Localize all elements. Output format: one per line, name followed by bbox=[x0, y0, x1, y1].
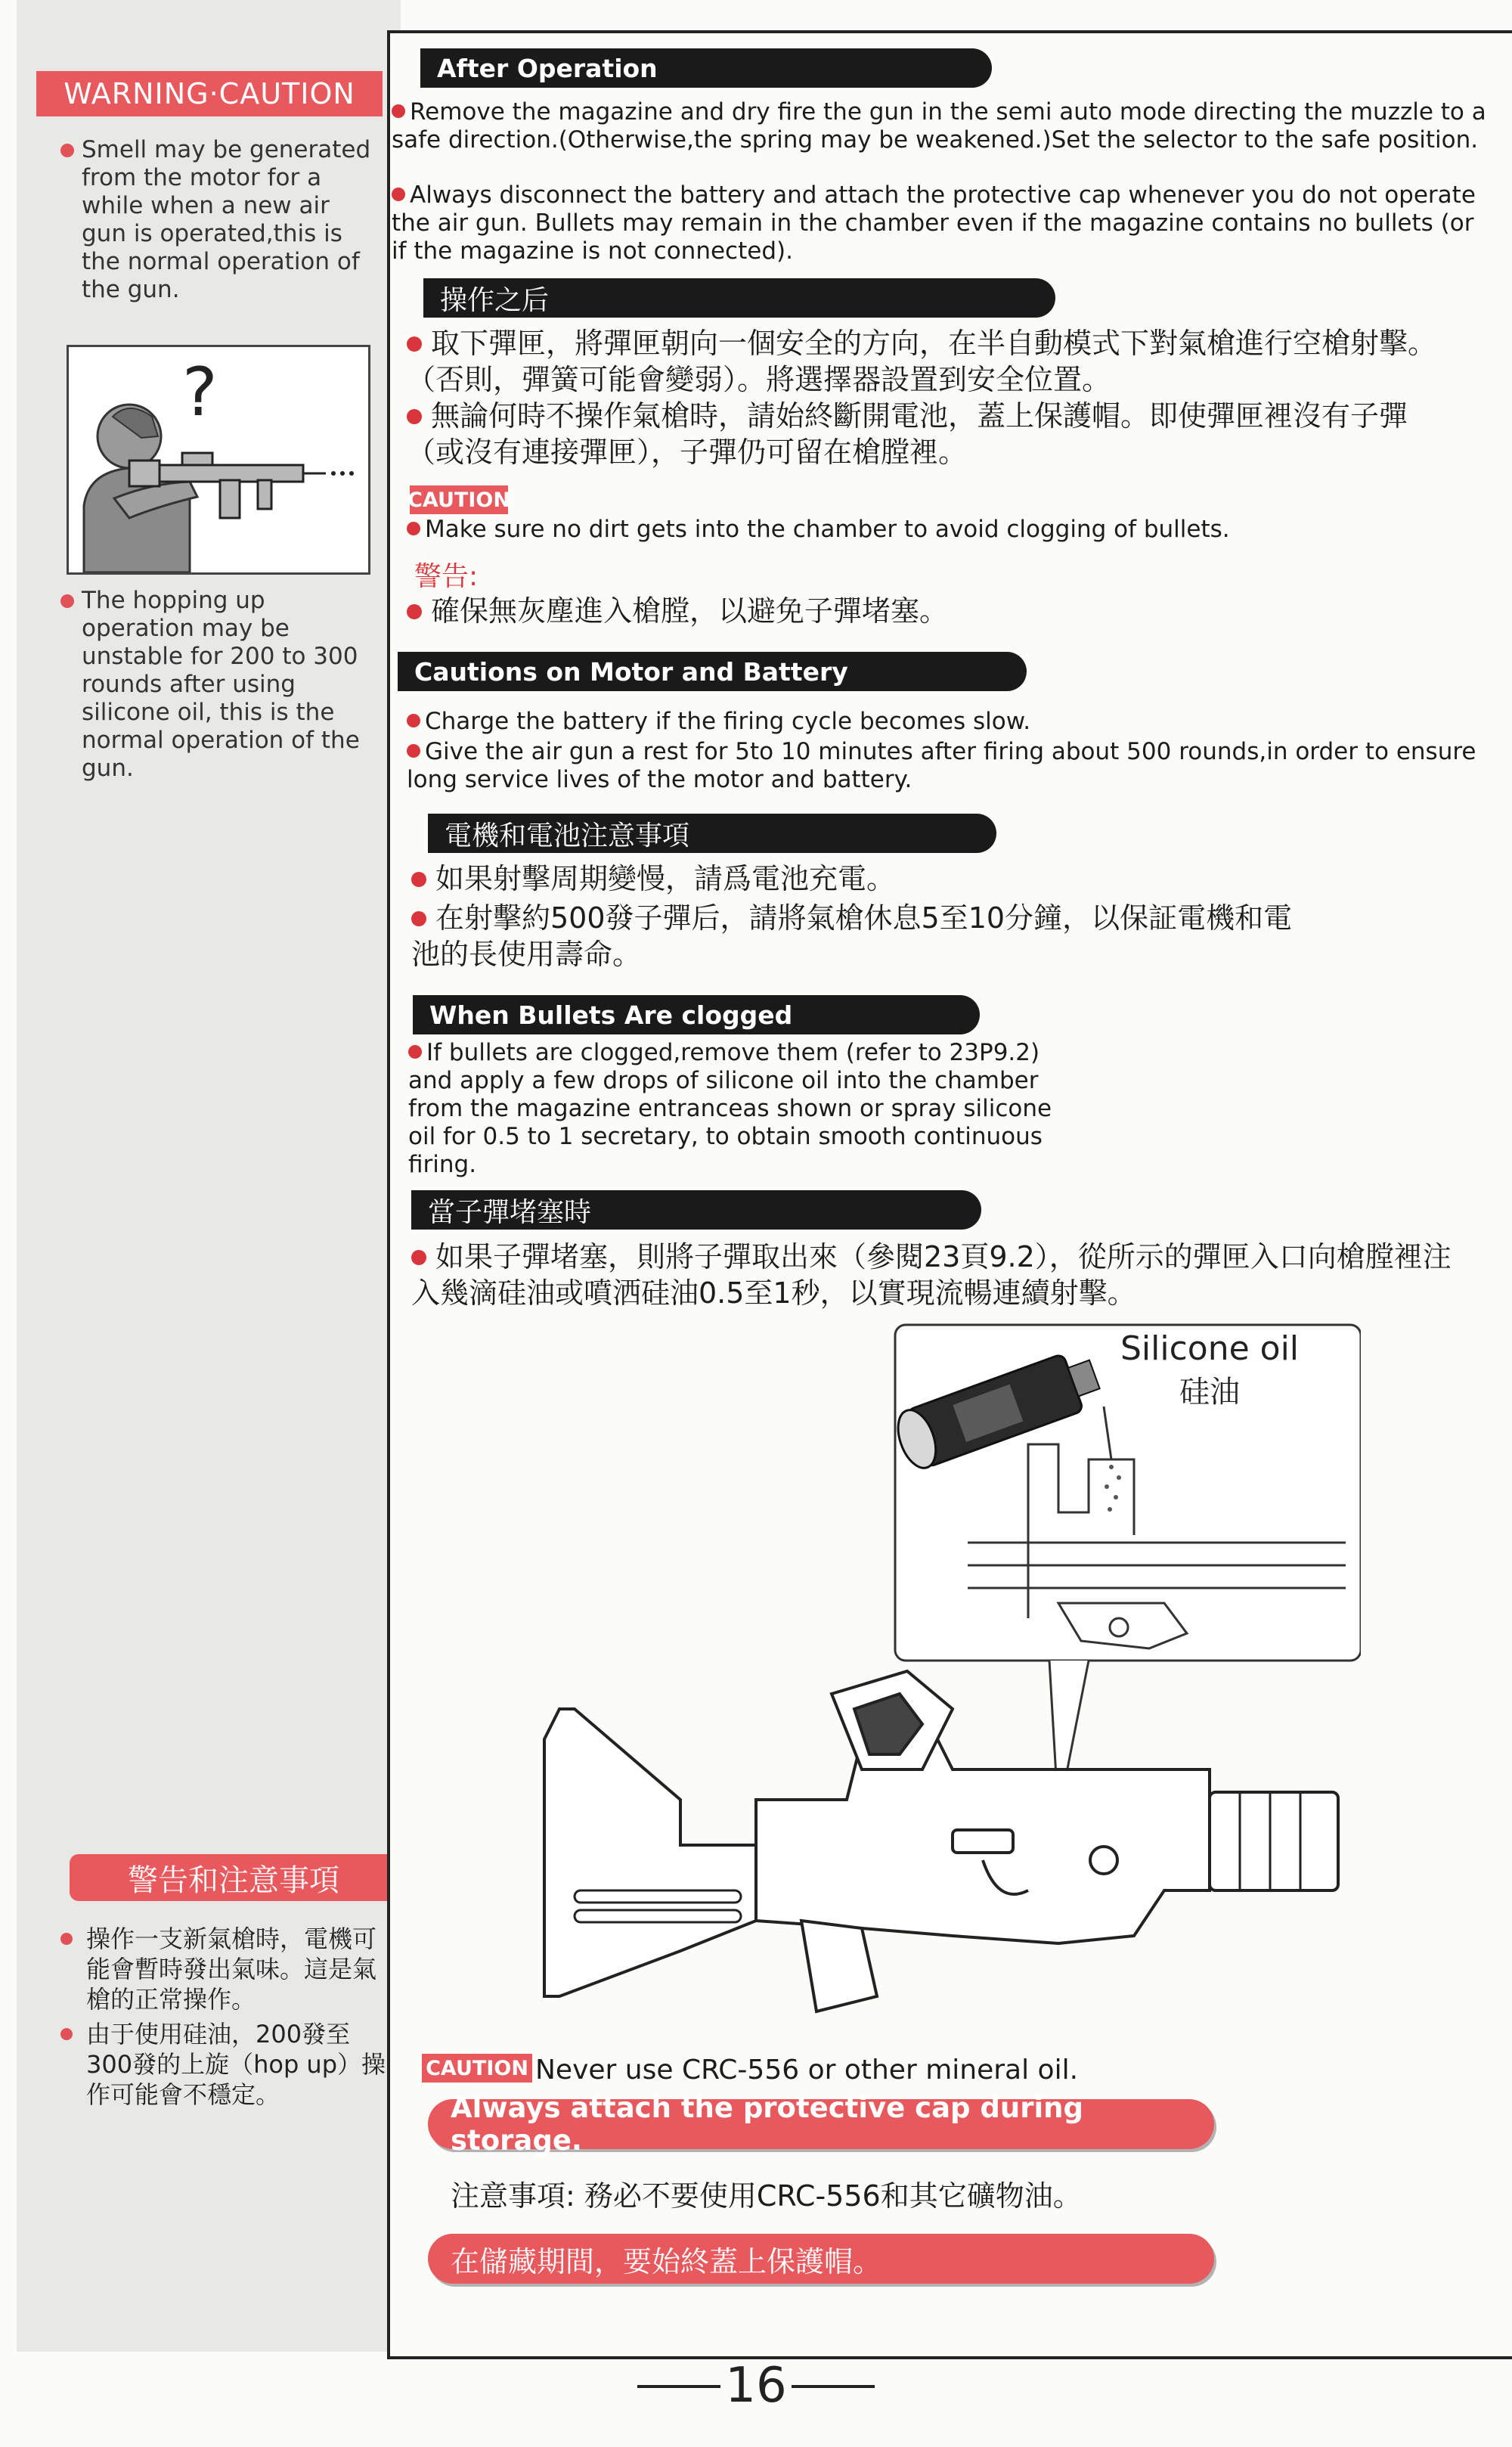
sidebar-note-smell: Smell may be generated from the motor for a while when a new air gun is operated,this is the normal operation of the gun. bbox=[62, 136, 380, 304]
crc-caution-cn-text: 注意事項: 務必不要使用CRC-556和其它礦物油。 bbox=[451, 2179, 1082, 2213]
after-operation-header: After Operation bbox=[420, 48, 992, 88]
bullet-dot bbox=[407, 744, 420, 758]
cn-warning-label: 警告: bbox=[414, 561, 479, 592]
bullet-dot bbox=[60, 144, 74, 157]
silicone-oil-diagram bbox=[529, 1316, 1361, 2042]
crc-caution-text: Never use CRC-556 or other mineral oil. bbox=[535, 2055, 1079, 2086]
sidebar-note-hopping: The hopping up operation may be unstable for 200 to 300 rounds after using silicone oil, this is the normal operation of the gun. bbox=[62, 587, 380, 783]
bullet-dot bbox=[407, 337, 422, 352]
after-operation-cn-bullet-2: 無論何時不操作氣槍時，請始終斷開電池，蓋上保護帽。即使彈匣裡沒有子彈（或沒有連接彈匣），子彈仍可留在槍膛裡。 bbox=[407, 399, 1408, 469]
warning-caution-title: WARNING·CAUTION bbox=[36, 71, 383, 116]
caution-label: CAUTION bbox=[410, 485, 508, 514]
bullet-dot bbox=[411, 911, 426, 926]
svg-text:?: ? bbox=[182, 353, 218, 431]
page-number-rule bbox=[637, 2385, 720, 2388]
bullet-dot bbox=[411, 1250, 426, 1265]
motor-battery-cn-header: 電機和電池注意事項 bbox=[428, 814, 996, 853]
protective-cap-banner-cn: 在儲藏期間，要始終蓋上保護帽。 bbox=[428, 2234, 1214, 2284]
bullet-dot bbox=[411, 872, 426, 887]
bullet-dot bbox=[407, 714, 420, 727]
warning-sidebar bbox=[17, 0, 401, 2352]
motor-battery-cn-bullet-1: 如果射擊周期變慢，請爲電池充電。 bbox=[411, 861, 1455, 897]
protective-cap-banner-en: Always attach the protective cap during storage. bbox=[428, 2099, 1214, 2149]
cn-sidebar-note-smell: 操作一支新氣槍時，電機可能會暫時發出氣味。這是氣槍的正常操作。 bbox=[59, 1924, 392, 2014]
motor-battery-bullet-2: Give the air gun a rest for 5to 10 minutes after firing about 500 rounds,in order to ensure long service lives of the motor and battery. bbox=[407, 738, 1476, 793]
bullets-clogged-bullet: If bullets are clogged,remove them (refer to 23P9.2) and apply a few drops of silicone oil into the chamber from the magazine entranceas shown or spray silicone oil for 0.5 to 1 secretary, to obtain smooth continuous firing. bbox=[408, 1039, 1052, 1178]
bullet-dot bbox=[60, 594, 74, 608]
bullets-clogged-cn-header: 當子彈堵塞時 bbox=[411, 1190, 981, 1230]
bullet-dot bbox=[407, 604, 422, 619]
motor-battery-cn-bullet-2: 在射擊約500發子彈后，請將氣槍休息5至10分鐘，以保証電機和電池的長使用壽命。 bbox=[411, 901, 1293, 971]
bullet-dot bbox=[60, 1933, 73, 1945]
bullets-clogged-cn-bullet: 如果子彈堵塞，則將子彈取出來（參閱23頁9.2），從所示的彈匣入口向槍膛裡注入幾滴硅油或噴洒硅油0.5至1秒，以實現流暢連續射擊。 bbox=[411, 1240, 1452, 1310]
dirt-caution-text: Make sure no dirt gets into the chamber to avoid clogging of bullets. bbox=[407, 516, 1495, 544]
motor-battery-header: Cautions on Motor and Battery bbox=[398, 652, 1027, 691]
confused-shooter-illustration bbox=[67, 345, 370, 575]
after-operation-bullet-2: Always disconnect the battery and attach the protective cap whenever you do not operate the air gun. Bullets may remain in the chamber even if the magazine contains no bullets (or if the magazine is not connected). bbox=[392, 181, 1476, 265]
page-number-rule bbox=[792, 2385, 875, 2388]
bullet-dot bbox=[392, 188, 405, 201]
shooter-figure bbox=[69, 347, 368, 572]
bullets-clogged-header: When Bullets Are clogged bbox=[413, 995, 980, 1034]
after-operation-cn-header: 操作之后 bbox=[423, 278, 1055, 318]
crc-caution-label: CAUTION bbox=[422, 2054, 532, 2083]
page-number: 16 bbox=[0, 2358, 1512, 2414]
cn-sidebar-note-hopping: 由于使用硅油，200發至300發的上旋（hop up）操作可能會不穩定。 bbox=[59, 2019, 392, 2110]
bullet-dot bbox=[60, 2028, 73, 2040]
cn-warning-title: 警告和注意事項 bbox=[70, 1854, 398, 1901]
bullet-dot bbox=[408, 1045, 422, 1059]
silicone-oil-label: Silicone oil 硅油 bbox=[1120, 1329, 1300, 1410]
dirt-caution-cn-text: 確保無灰塵進入槍膛，以避免子彈堵塞。 bbox=[407, 593, 1450, 629]
after-operation-bullet-1: Remove the magazine and dry fire the gun in the semi auto mode directing the muzzle to a safe direction.(Otherwise,the spring may be weakened.)Set the selector to the safe position. bbox=[392, 98, 1486, 154]
bullet-dot bbox=[392, 104, 405, 118]
bullet-dot bbox=[407, 409, 422, 424]
rifle-illustration bbox=[544, 1671, 1338, 2011]
motor-battery-bullet-1: Charge the battery if the firing cycle becomes slow. bbox=[407, 708, 1495, 736]
after-operation-cn-bullet-1: 取下彈匣，將彈匣朝向一個安全的方向，在半自動模式下對氣槍進行空槍射擊。（否則，彈簧可能會變弱）。將選擇器設置到安全位置。 bbox=[407, 327, 1437, 396]
bullet-dot bbox=[407, 522, 420, 535]
